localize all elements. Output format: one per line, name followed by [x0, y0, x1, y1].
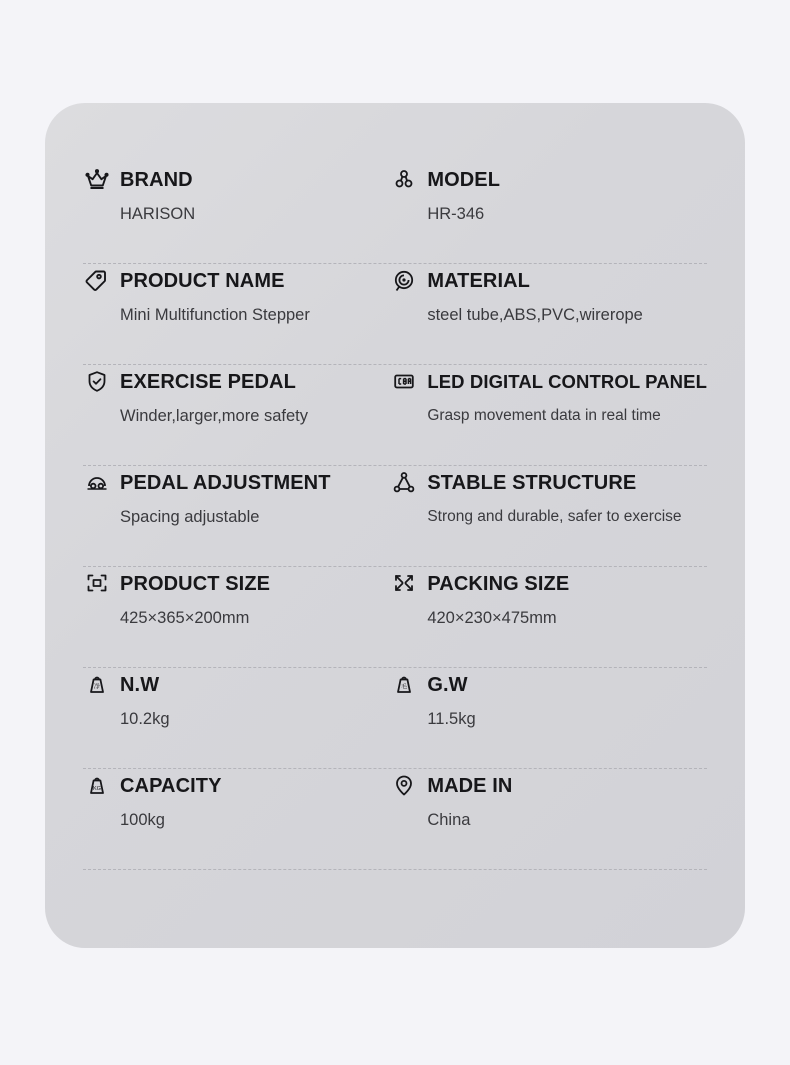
spec-label: MODEL: [427, 168, 501, 191]
spec-cell-material: [390, 264, 707, 364]
spec-label: N.W: [120, 673, 160, 696]
pedal-adjust-icon: [83, 469, 111, 497]
spec-value: Strong and durable, safer to exercise: [427, 508, 682, 525]
table-row: [83, 365, 707, 465]
row-divider: [83, 869, 707, 870]
spec-cell-exercise-pedal: [83, 365, 390, 465]
triangle-nodes-icon: [390, 469, 418, 497]
table-row: [83, 466, 707, 566]
table-row: [83, 668, 707, 768]
spec-label: STABLE STRUCTURE: [427, 471, 637, 494]
spec-label: CAPACITY: [120, 774, 222, 797]
spec-cell-capacity: [83, 769, 390, 869]
lcd-panel-icon: [390, 368, 418, 396]
spec-value: Mini Multifunction Stepper: [120, 306, 310, 324]
spec-cell-led-panel: [390, 365, 707, 465]
crown-icon: [83, 166, 111, 194]
spec-value: Winder,larger,more safety: [120, 407, 308, 425]
spec-cell-net-weight: [83, 668, 390, 768]
spec-cell-model: [390, 163, 707, 263]
packing-size-icon: [390, 570, 418, 598]
spec-cell-stable-structure: [390, 466, 707, 566]
table-row: [83, 567, 707, 667]
spec-value: 425×365×200mm: [120, 609, 250, 627]
spec-label: PRODUCT NAME: [120, 269, 285, 292]
model-nodes-icon: [390, 166, 418, 194]
svg-text:净: 净: [93, 683, 101, 691]
spec-value: 420×230×475mm: [427, 609, 557, 627]
spec-cell-gross-weight: [390, 668, 707, 768]
product-size-icon: [83, 570, 111, 598]
tag-icon: [83, 267, 111, 295]
location-pin-icon: [390, 772, 418, 800]
spec-value: China: [427, 811, 471, 829]
spec-label: LED DIGITAL CONTROL PANEL: [427, 371, 707, 392]
spec-value: Grasp movement data in real time: [427, 407, 661, 424]
spec-label: MADE IN: [427, 774, 513, 797]
spec-label: PEDAL ADJUSTMENT: [120, 471, 331, 494]
spec-cell-product-size: [83, 567, 390, 667]
capacity-kg-icon: [83, 772, 111, 800]
spec-label: MATERIAL: [427, 269, 530, 292]
spec-label: PRODUCT SIZE: [120, 572, 271, 595]
net-weight-icon: [83, 671, 111, 699]
spec-value: steel tube,ABS,PVC,wirerope: [427, 306, 643, 324]
product-spec-card: [45, 103, 745, 948]
spec-cell-brand: [83, 163, 390, 263]
gross-weight-icon: [390, 671, 418, 699]
spec-value: HARISON: [120, 205, 196, 223]
table-row: [83, 264, 707, 364]
spec-value: 11.5kg: [427, 710, 476, 728]
spec-cell-product-name: [83, 264, 390, 364]
spec-label: G.W: [427, 673, 468, 696]
spec-cell-pedal-adjustment: [83, 466, 390, 566]
spec-cell-packing-size: [390, 567, 707, 667]
material-swirl-icon: [390, 267, 418, 295]
table-row: [83, 769, 707, 869]
spec-label: BRAND: [120, 168, 193, 191]
spec-table: [83, 163, 707, 870]
svg-text:KG: KG: [92, 785, 102, 792]
table-row: [83, 163, 707, 263]
spec-label: EXERCISE PEDAL: [120, 370, 296, 393]
spec-label: PACKING SIZE: [427, 572, 570, 595]
spec-cell-made-in: [390, 769, 707, 869]
svg-text:毛: 毛: [401, 683, 408, 691]
shield-check-icon: [83, 368, 111, 396]
spec-value: HR-346: [427, 205, 485, 223]
spec-value: 100kg: [120, 811, 165, 829]
spec-value: 10.2kg: [120, 710, 170, 728]
spec-value: Spacing adjustable: [120, 508, 260, 526]
